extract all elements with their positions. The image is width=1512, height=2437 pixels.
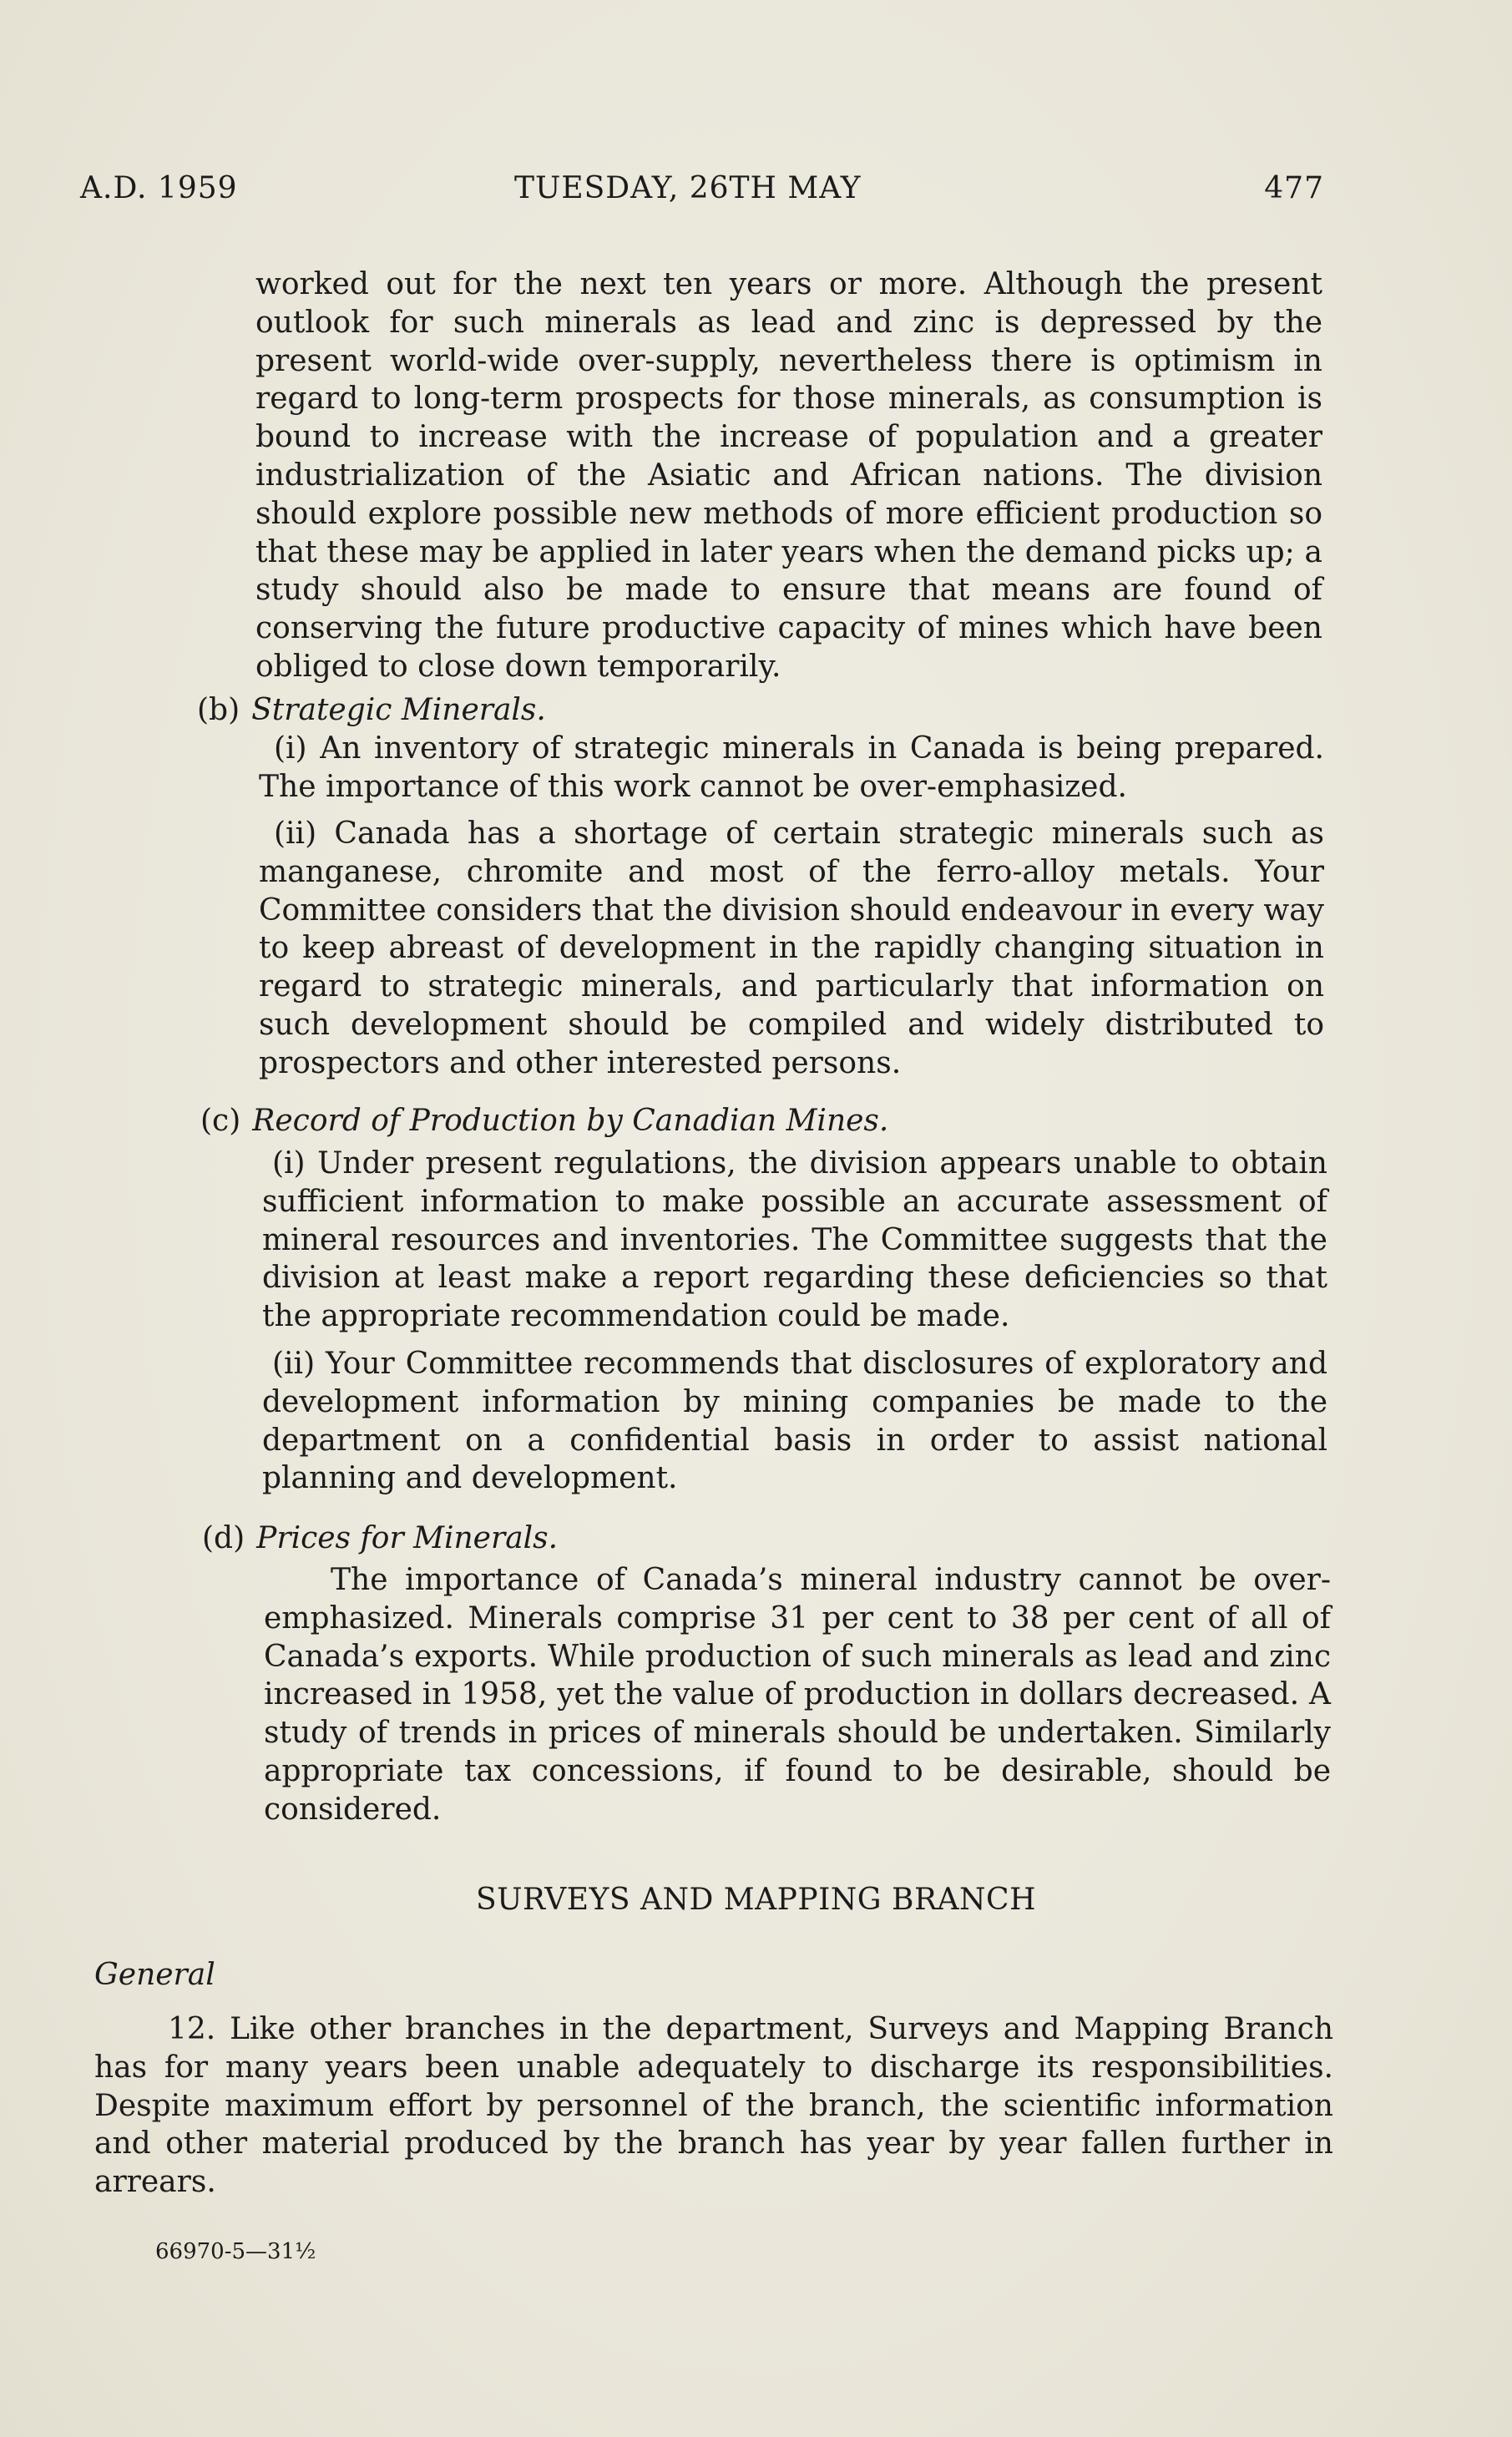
header-year: A.D. 1959 [80, 171, 238, 205]
section-c-label: (c) [200, 1104, 241, 1138]
footer-code: 66970-5—31½ [155, 2239, 316, 2264]
section-b-label: (b) [197, 693, 240, 727]
header-date: TUESDAY, 26TH MAY [514, 171, 862, 205]
page-number: 477 [1264, 171, 1324, 205]
section-c-item-ii: (ii) Your Committee recommends that disclosures of exploratory and development information by mining companies be made to the department on a confidential basis in order to assist national planning and development. [262, 1347, 1327, 1496]
section-d-label: (d) [202, 1521, 245, 1555]
running-header [80, 171, 1324, 213]
section-d-title: Prices for Minerals. [256, 1521, 559, 1555]
section-c-heading [200, 1104, 888, 1138]
section-d-paragraph: The importance of Canada’s mineral industry cannot be over-emphasized. Minerals comprise 31 per cent to 38 per cent of all of Canada’s exports. While production of such minerals as lead and zinc increased in 1958, yet the value of production in dollars decreased. A study of trends in prices of minerals should be undertaken. Similarly appropriate tax concessions, if found to be desirable, should be considered. [264, 1563, 1331, 1827]
section-c-title: Record of Production by Canadian Mines. [252, 1104, 889, 1138]
section-b-item-i: (i) An inventory of strategic minerals in Canada is being prepared. The importance of this work cannot be over-emphasized. [259, 731, 1324, 804]
section-b-item-ii: (ii) Canada has a shortage of certain strategic minerals such as manganese, chromite and most of the ferro-alloy metals. Your Committee considers that the division should endeavour in every way to keep abreast of development in the rapidly changing situation in regard to strategic minerals, and particularly that information on such development should be compiled and widely distributed to prospectors and other interested persons. [259, 817, 1324, 1080]
section-c-item-i: (i) Under present regulations, the division appears unable to obtain sufficient information to make possible an accurate assessment of mineral resources and inventories. The Committee suggests that the division at least make a report regarding these deficiencies so that the appropriate recommendation could be made. [262, 1146, 1327, 1334]
section-b-title: Strategic Minerals. [251, 693, 546, 727]
surveys-heading: SURVEYS AND MAPPING BRANCH [475, 1883, 1036, 1917]
intro-paragraph: worked out for the next ten years or more. Although the present outlook for such minerals as lead and zinc is depressed by the present world-wide over-supply, nevertheless there is optimism in regard to long-term prospects for those minerals, as consumption is bound to increase with the increase of population and a greater industrialization of the Asiatic and African nations. The division should explore possible new methods of more efficient production so that these may be applied in later years when the demand picks up; a study should also be made to ensure that means are found of conserving the future productive capacity of mines which have been obliged to close down temporarily. [255, 267, 1322, 684]
section-d-heading [202, 1521, 558, 1555]
general-subheading: General [94, 1958, 215, 1992]
section-b-heading [197, 693, 546, 727]
paragraph-12: 12. Like other branches in the department, Surveys and Mapping Branch has for many years been unable adequately to discharge its responsibilities. Despite maximum effort by personnel of the branch, the scientific information and other material produced by the branch has year by year fallen further in arrears. [94, 2012, 1333, 2200]
